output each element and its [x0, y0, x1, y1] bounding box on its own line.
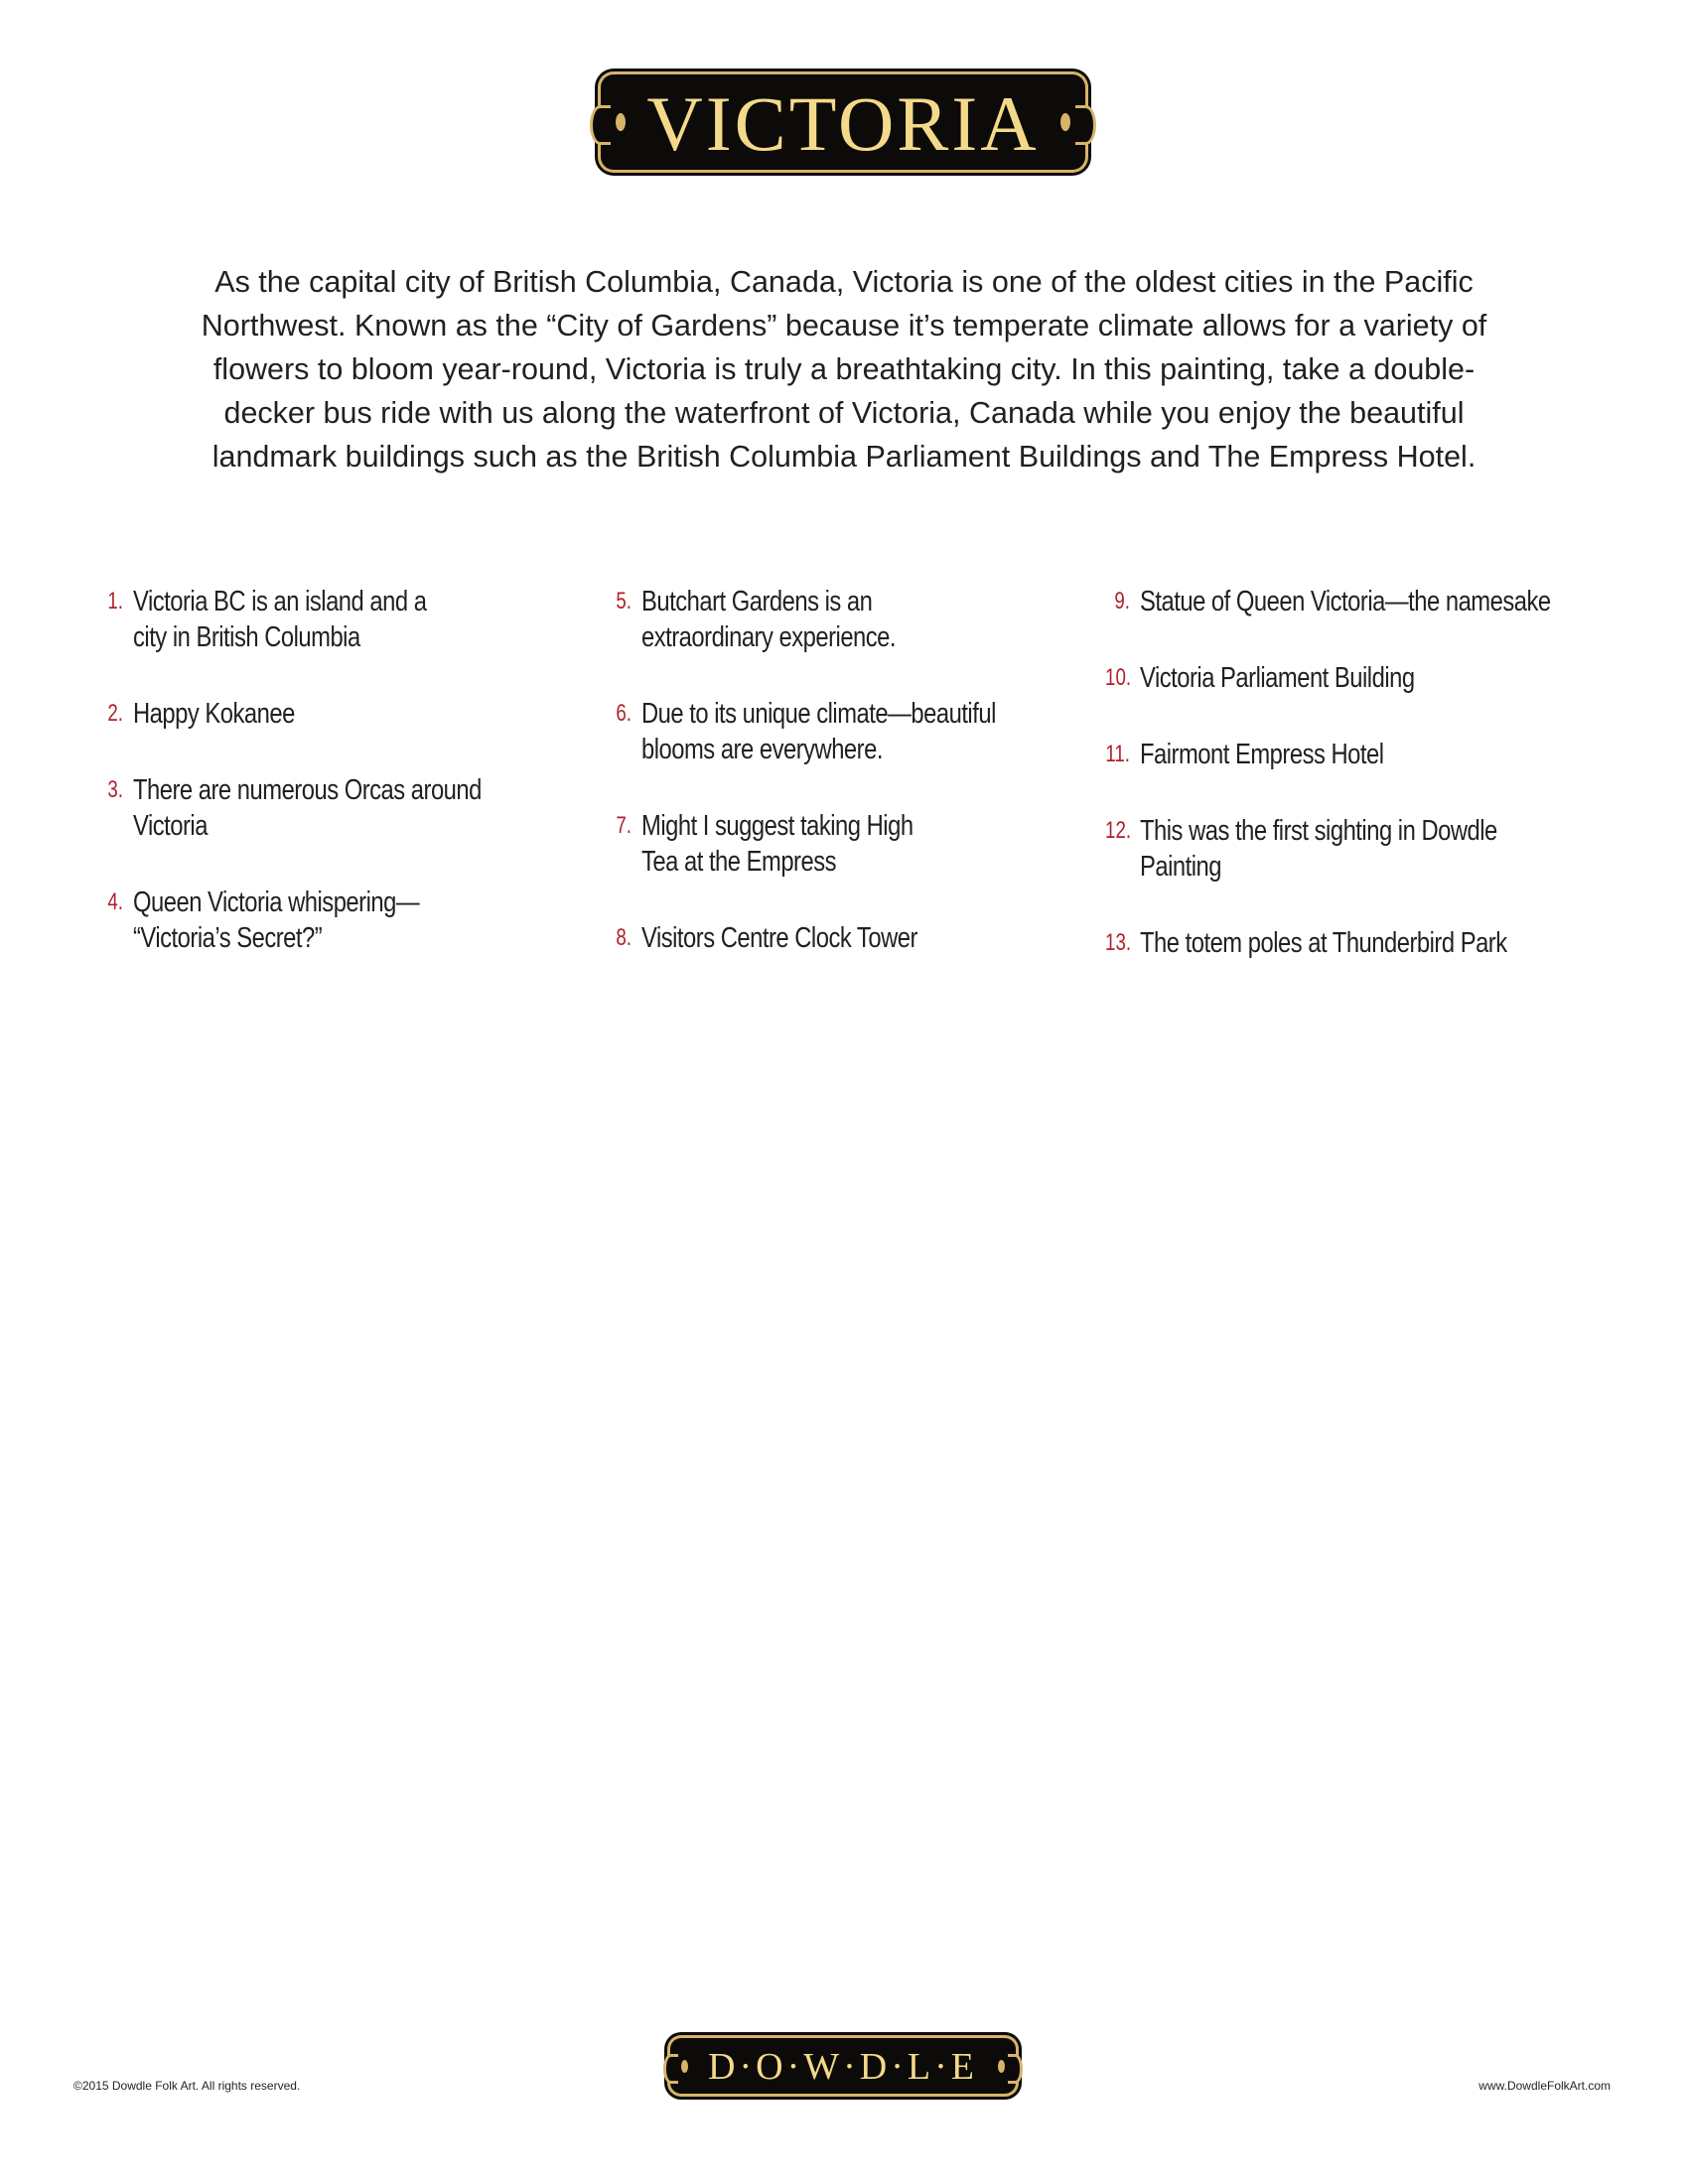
item-text: Visitors Centre Clock Tower — [641, 922, 917, 954]
list-item — [1098, 925, 1654, 961]
item-number: 9. — [1114, 588, 1130, 614]
item-number: 13. — [1105, 929, 1132, 956]
list-item — [91, 772, 568, 844]
item-text: Queen Victoria whispering— “Victoria’s Secret?” — [133, 887, 420, 954]
list-item — [91, 885, 568, 956]
item-text: There are numerous Orcas around Victoria — [133, 774, 482, 842]
title-plaque — [604, 77, 1082, 167]
item-text: Statue of Queen Victoria—the namesake — [1140, 586, 1551, 617]
website-url: www.DowdleFolkArt.com — [1478, 2079, 1611, 2093]
item-number: 8. — [616, 924, 632, 951]
item-number: 7. — [616, 812, 632, 839]
list-item — [600, 584, 1076, 655]
list-item — [600, 920, 1076, 956]
list-item — [1098, 737, 1654, 772]
item-number: 3. — [107, 776, 123, 803]
item-number: 6. — [616, 700, 632, 727]
item-number: 5. — [616, 588, 632, 614]
item-text: The totem poles at Thunderbird Park — [1140, 927, 1507, 959]
page-title: VICTORIA — [646, 80, 1040, 167]
logo-ornament-left-icon — [681, 2060, 688, 2073]
item-text: Fairmont Empress Hotel — [1140, 739, 1384, 770]
plaque-ornament-left-icon — [616, 113, 626, 131]
copyright-notice: ©2015 Dowdle Folk Art. All rights reserved. — [73, 2079, 301, 2093]
item-text: This was the first sighting in Dowdle Painting — [1140, 815, 1497, 883]
list-item — [1098, 813, 1654, 885]
intro-paragraph: As the capital city of British Columbia, Canada, Victoria is one of the oldest cities in the Pacific Northwest. Known as the “City of Gardens” because it’s temperate climate allows for a variety of flowers to bloom year-round, Victoria is truly a breathtaking city. In this painting, take a double-decker bus ride with us along the waterfront of Victoria, Canada while you enjoy the beautiful landmark buildings such as the British Columbia Parliament Buildings and The Empress Hotel. — [201, 265, 1487, 474]
item-number: 12. — [1105, 817, 1132, 844]
item-text: Happy Kokanee — [133, 698, 295, 730]
item-number: 10. — [1105, 664, 1132, 691]
list-item — [91, 696, 568, 732]
item-number: 4. — [107, 888, 123, 915]
key-list-column-3 — [1098, 584, 1654, 1002]
list-item — [600, 696, 1076, 767]
key-list-column-1 — [91, 584, 568, 997]
item-text: Might I suggest taking High Tea at the Empress — [641, 810, 914, 878]
item-text: Due to its unique climate—beautiful blooms are everywhere. — [641, 698, 996, 765]
plaque-ornament-right-icon — [1060, 113, 1070, 131]
key-list-column-2 — [600, 584, 1076, 997]
dowdle-logo — [673, 2041, 1013, 2091]
item-number: 1. — [107, 588, 123, 614]
list-item — [91, 584, 568, 655]
list-item — [1098, 660, 1654, 696]
item-number: 2. — [107, 700, 123, 727]
list-item — [1098, 584, 1654, 619]
logo-text: D·O·W·D·L·E — [708, 2046, 978, 2088]
item-text: Butchart Gardens is an extraordinary experience. — [641, 586, 897, 653]
item-number: 11. — [1105, 741, 1130, 767]
item-text: Victoria BC is an island and a city in British Columbia — [133, 586, 427, 653]
list-item — [600, 808, 1076, 880]
item-text: Victoria Parliament Building — [1140, 662, 1415, 694]
logo-ornament-right-icon — [998, 2060, 1005, 2073]
